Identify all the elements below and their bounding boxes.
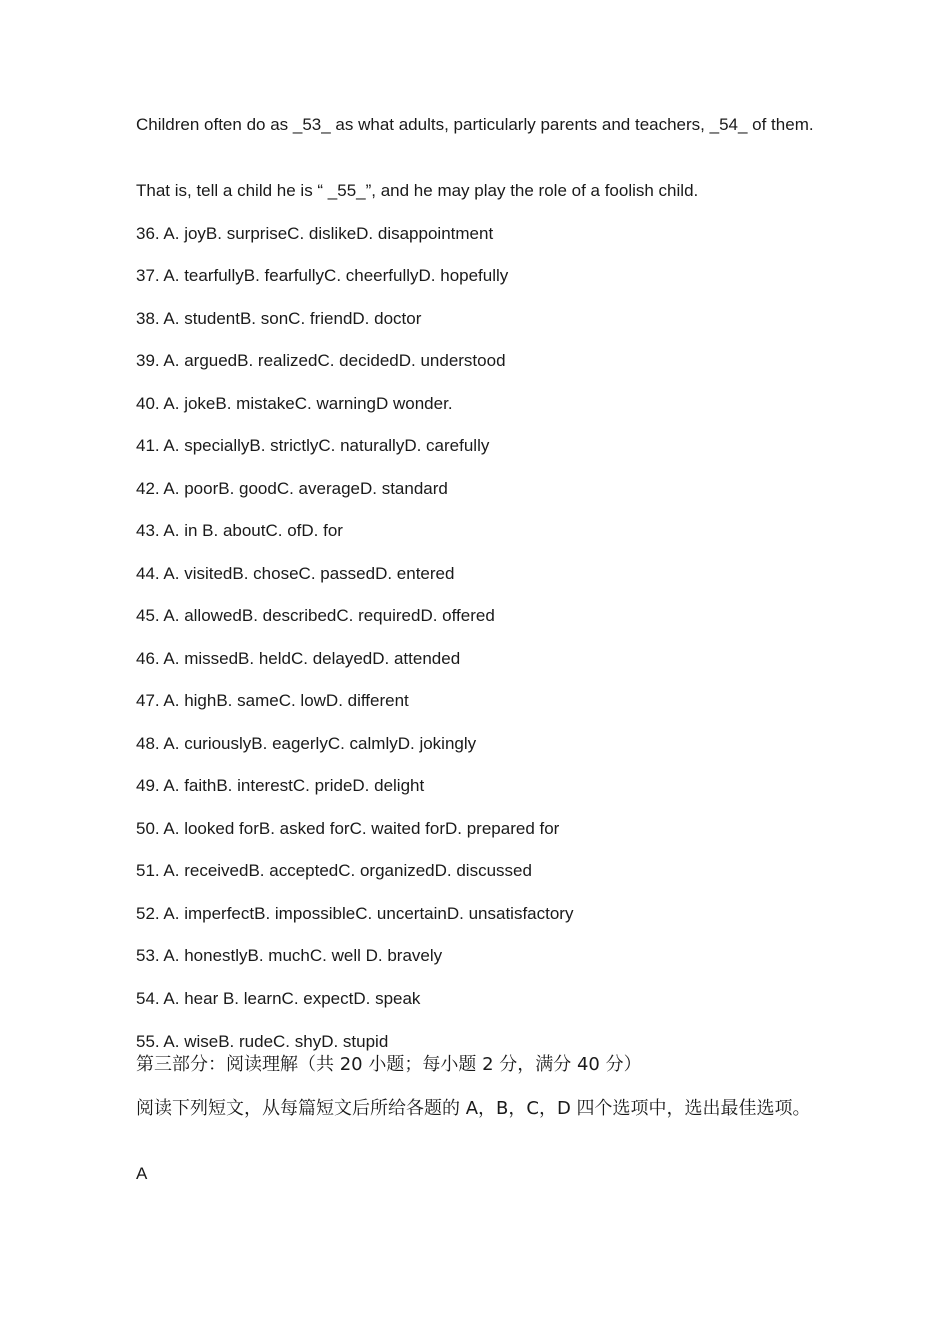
option-row-36: 36. A. joyB. surpriseC. dislikeD. disappointment bbox=[136, 224, 494, 243]
option-row-53: 53. A. honestlyB. muchC. well D. bravely bbox=[136, 946, 443, 965]
option-row-37: 37. A. tearfullyB. fearfullyC. cheerfullyD. hopefully bbox=[136, 266, 509, 285]
passage-line-2: That is, tell a child he is “ _55_”, and he may play the role of a foolish child. bbox=[136, 181, 699, 200]
option-row-38: 38. A. studentB. sonC. friendD. doctor bbox=[136, 309, 422, 328]
passage-line-1: Children often do as _53_ as what adults, particularly parents and teachers, _54_ of them. bbox=[136, 115, 814, 134]
option-row-46: 46. A. missedB. heldC. delayedD. attended bbox=[136, 649, 461, 668]
option-row-41: 41. A. speciallyB. strictlyC. naturallyD. carefully bbox=[136, 436, 490, 455]
option-row-40: 40. A. jokeB. mistakeC. warningD wonder. bbox=[136, 394, 453, 413]
option-row-49: 49. A. faithB. interestC. prideD. delight bbox=[136, 776, 425, 795]
option-row-39: 39. A. arguedB. realizedC. decidedD. understood bbox=[136, 351, 506, 370]
option-row-42: 42. A. poorB. goodC. averageD. standard bbox=[136, 479, 448, 498]
option-row-44: 44. A. visitedB. choseC. passedD. entered bbox=[136, 564, 455, 583]
option-row-54: 54. A. hear B. learnC. expectD. speak bbox=[136, 989, 421, 1008]
section3-heading: 第三部分：阅读理解（共 20 小题；每小题 2 分，满分 40 分） bbox=[136, 1054, 642, 1075]
option-row-50: 50. A. looked forB. asked forC. waited forD. prepared for bbox=[136, 819, 560, 838]
option-row-48: 48. A. curiouslyB. eagerlyC. calmlyD. jokingly bbox=[136, 734, 477, 753]
option-row-45: 45. A. allowedB. describedC. requiredD. offered bbox=[136, 606, 495, 625]
option-row-52: 52. A. imperfectB. impossibleC. uncertainD. unsatisfactory bbox=[136, 904, 574, 923]
option-row-47: 47. A. highB. sameC. lowD. different bbox=[136, 691, 409, 710]
passage-label: A bbox=[136, 1164, 148, 1183]
option-row-55: 55. A. wiseB. rudeC. shyD. stupid bbox=[136, 1032, 389, 1051]
section3-instruction: 阅读下列短文，从每篇短文后所给各题的 A，B，C，D 四个选项中，选出最佳选项。 bbox=[136, 1098, 811, 1119]
option-row-51: 51. A. receivedB. acceptedC. organizedD. discussed bbox=[136, 861, 532, 880]
option-row-43: 43. A. in B. aboutC. ofD. for bbox=[136, 521, 343, 540]
